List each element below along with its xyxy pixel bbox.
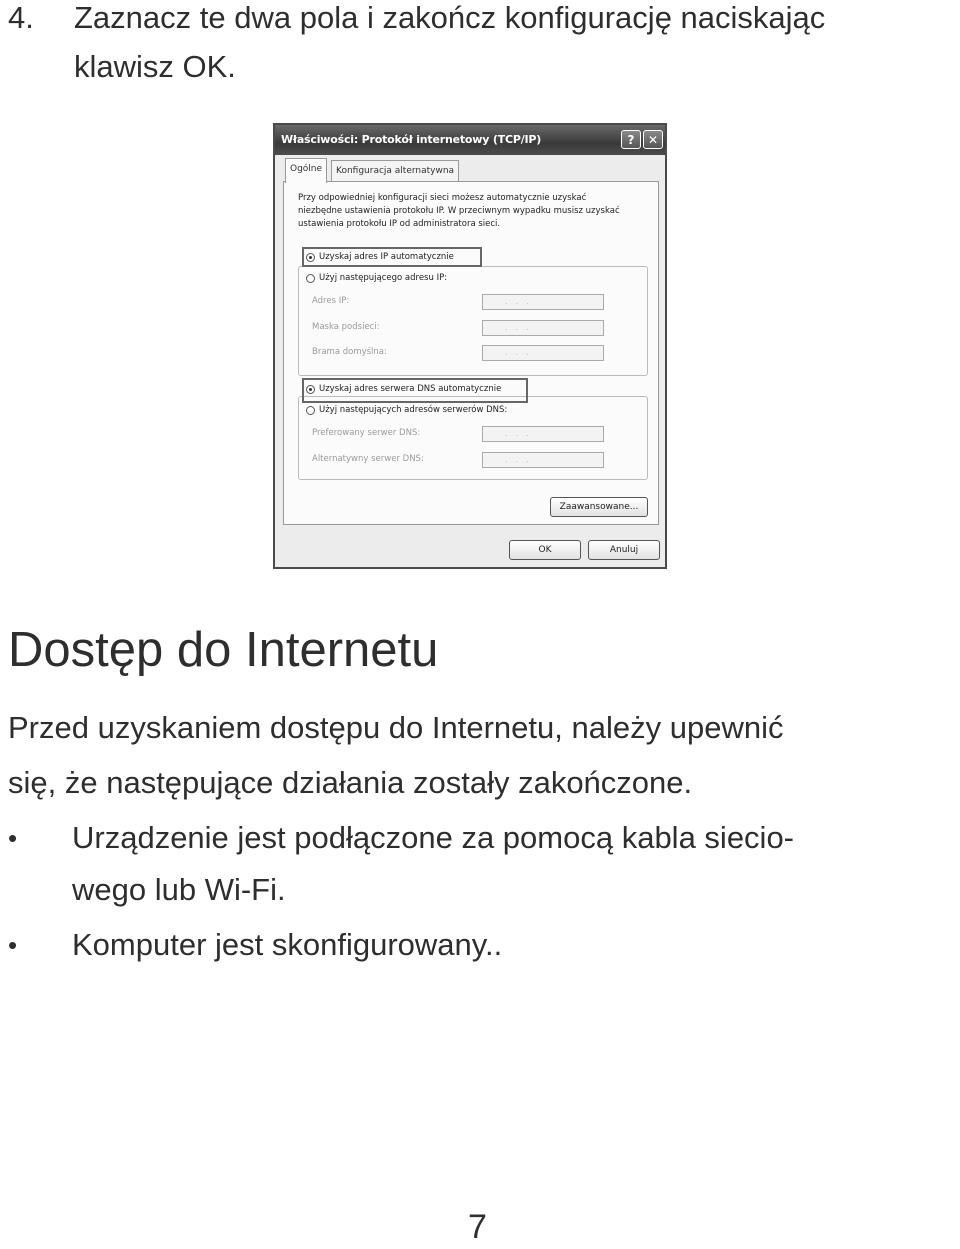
step-text-line-2: klawisz OK. — [74, 49, 236, 84]
step-number: 4. — [8, 0, 34, 35]
section-heading: Dostęp do Internetu — [8, 623, 439, 677]
preferred-dns-field[interactable]: ... — [482, 426, 604, 442]
bullet-icon: • — [8, 823, 18, 853]
radio-dns-auto[interactable] — [306, 384, 501, 394]
radio-dns-auto-label: Uzyskaj adres serwera DNS automatycznie — [319, 384, 502, 394]
help-button[interactable]: ? — [621, 130, 641, 149]
dialog-title: Właściwości: Protokół internetowy (TCP/IP) — [281, 133, 542, 146]
radio-dns-manual-label: Użyj następujących adresów serwerów DNS: — [319, 405, 508, 415]
preferred-dns-label: Preferowany serwer DNS: — [312, 428, 421, 438]
ip-address-field[interactable]: ... — [482, 294, 604, 310]
bullet-2-line-1: Komputer jest skonfigurowany.. — [72, 927, 503, 962]
radio-unselected-icon — [306, 274, 315, 283]
ok-button[interactable]: OK — [509, 540, 581, 560]
tab-alternate-config[interactable]: Konfiguracja alternatywna — [331, 160, 459, 182]
step-text-line-1: Zaznacz te dwa pola i zakończ konfigurację naciskając — [74, 0, 826, 35]
radio-dns-manual[interactable] — [306, 405, 507, 415]
advanced-button[interactable]: Zaawansowane... — [550, 497, 648, 517]
dialog-titlebar — [275, 125, 665, 155]
subnet-mask-field[interactable]: ... — [482, 320, 604, 336]
subnet-mask-label: Maska podsieci: — [312, 322, 380, 332]
alternate-dns-label: Alternatywny serwer DNS: — [312, 454, 424, 464]
default-gateway-field[interactable]: ... — [482, 345, 604, 361]
radio-ip-auto-label: Uzyskaj adres IP automatycznie — [319, 252, 454, 262]
radio-ip-manual[interactable] — [306, 273, 447, 283]
cancel-button[interactable]: Anuluj — [588, 540, 660, 560]
radio-ip-manual-label: Użyj następującego adresu IP: — [319, 273, 448, 283]
radio-unselected-icon — [306, 406, 315, 415]
tab-general[interactable]: Ogólne — [285, 158, 327, 183]
page-number: 7 — [468, 1208, 487, 1246]
radio-selected-icon — [306, 385, 315, 394]
tcpip-properties-dialog — [273, 123, 667, 569]
paragraph-line-1: Przed uzyskaniem dostępu do Internetu, należy upewnić — [8, 710, 784, 745]
paragraph-line-2: się, że następujące działania zostały zakończone. — [8, 765, 693, 800]
intro-text: Przy odpowiedniej konfiguracji sieci możesz automatycznie uzyskać niezbędne ustawienia protokołu IP. W przeciwnym wypadku musisz uzyskać ustawienia protokołu IP od administratora sieci. — [298, 193, 620, 229]
alternate-dns-field[interactable]: ... — [482, 452, 604, 468]
radio-selected-icon — [306, 253, 315, 262]
radio-ip-auto[interactable] — [306, 252, 454, 262]
tab-panel-general — [283, 181, 659, 525]
ip-address-label: Adres IP: — [312, 296, 350, 306]
default-gateway-label: Brama domyślna: — [312, 347, 387, 357]
bullet-1-line-1: Urządzenie jest podłączone za pomocą kabla siecio- — [72, 820, 795, 855]
bullet-1-line-2: wego lub Wi-Fi. — [72, 872, 286, 907]
bullet-icon: • — [8, 930, 18, 960]
close-button[interactable]: ✕ — [643, 130, 663, 149]
